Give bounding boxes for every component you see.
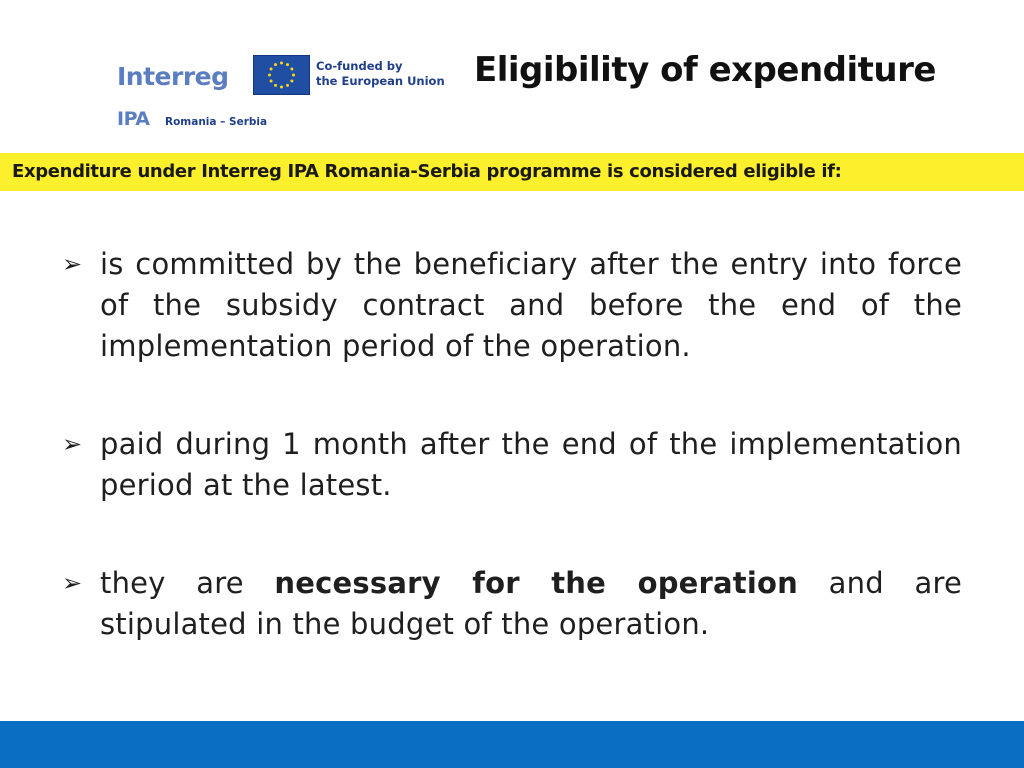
eu-star-icon — [274, 63, 277, 66]
eu-star-icon — [274, 84, 277, 87]
eu-flag-icon — [253, 55, 310, 95]
eu-star-icon — [292, 74, 295, 77]
bullet-item — [62, 424, 962, 506]
eu-star-icon — [290, 80, 293, 83]
bullet-item — [62, 244, 962, 367]
bullet-text-start: they are — [100, 566, 275, 600]
eu-star-icon — [280, 86, 283, 89]
highlight-banner — [0, 153, 1024, 191]
banner-text: Expenditure under Interreg IPA Romania-Serbia programme is considered eligible if: — [12, 161, 842, 182]
eu-star-icon — [290, 68, 293, 71]
cofunded-text — [316, 59, 445, 89]
bullet-text-emphasis: necessary for the operation — [274, 566, 798, 600]
slide-title: Eligibility of expenditure — [474, 50, 936, 90]
eu-star-icon — [280, 62, 283, 65]
eu-stars — [254, 56, 309, 94]
eu-star-icon — [286, 63, 289, 66]
ipa-wordmark: IPA — [117, 108, 150, 130]
cofunded-line-2: the European Union — [316, 74, 445, 88]
footer-bar — [0, 721, 1024, 768]
interreg-logo — [117, 54, 447, 134]
eu-star-icon — [268, 74, 271, 77]
cofunded-line-1: Co-funded by — [316, 59, 403, 73]
eu-star-icon — [270, 80, 273, 83]
eu-star-icon — [270, 68, 273, 71]
bullet-list — [62, 244, 962, 645]
eu-star-icon — [286, 84, 289, 87]
bullet-text: is committed by the beneficiary after the entry into force of the subsidy contract and before the end of the implementation period of the operation. — [100, 247, 962, 363]
arrow-bullet-icon: ➢ — [62, 250, 83, 278]
arrow-bullet-icon: ➢ — [62, 569, 83, 597]
region-label: Romania – Serbia — [165, 116, 268, 128]
bullet-text-end: and are stipulated in the budget of the operation. — [100, 566, 963, 641]
bullet-item — [62, 563, 962, 645]
interreg-wordmark: Interreg — [117, 62, 229, 91]
bullet-text: paid during 1 month after the end of the implementation period at the latest. — [100, 427, 962, 502]
arrow-bullet-icon: ➢ — [62, 430, 83, 458]
